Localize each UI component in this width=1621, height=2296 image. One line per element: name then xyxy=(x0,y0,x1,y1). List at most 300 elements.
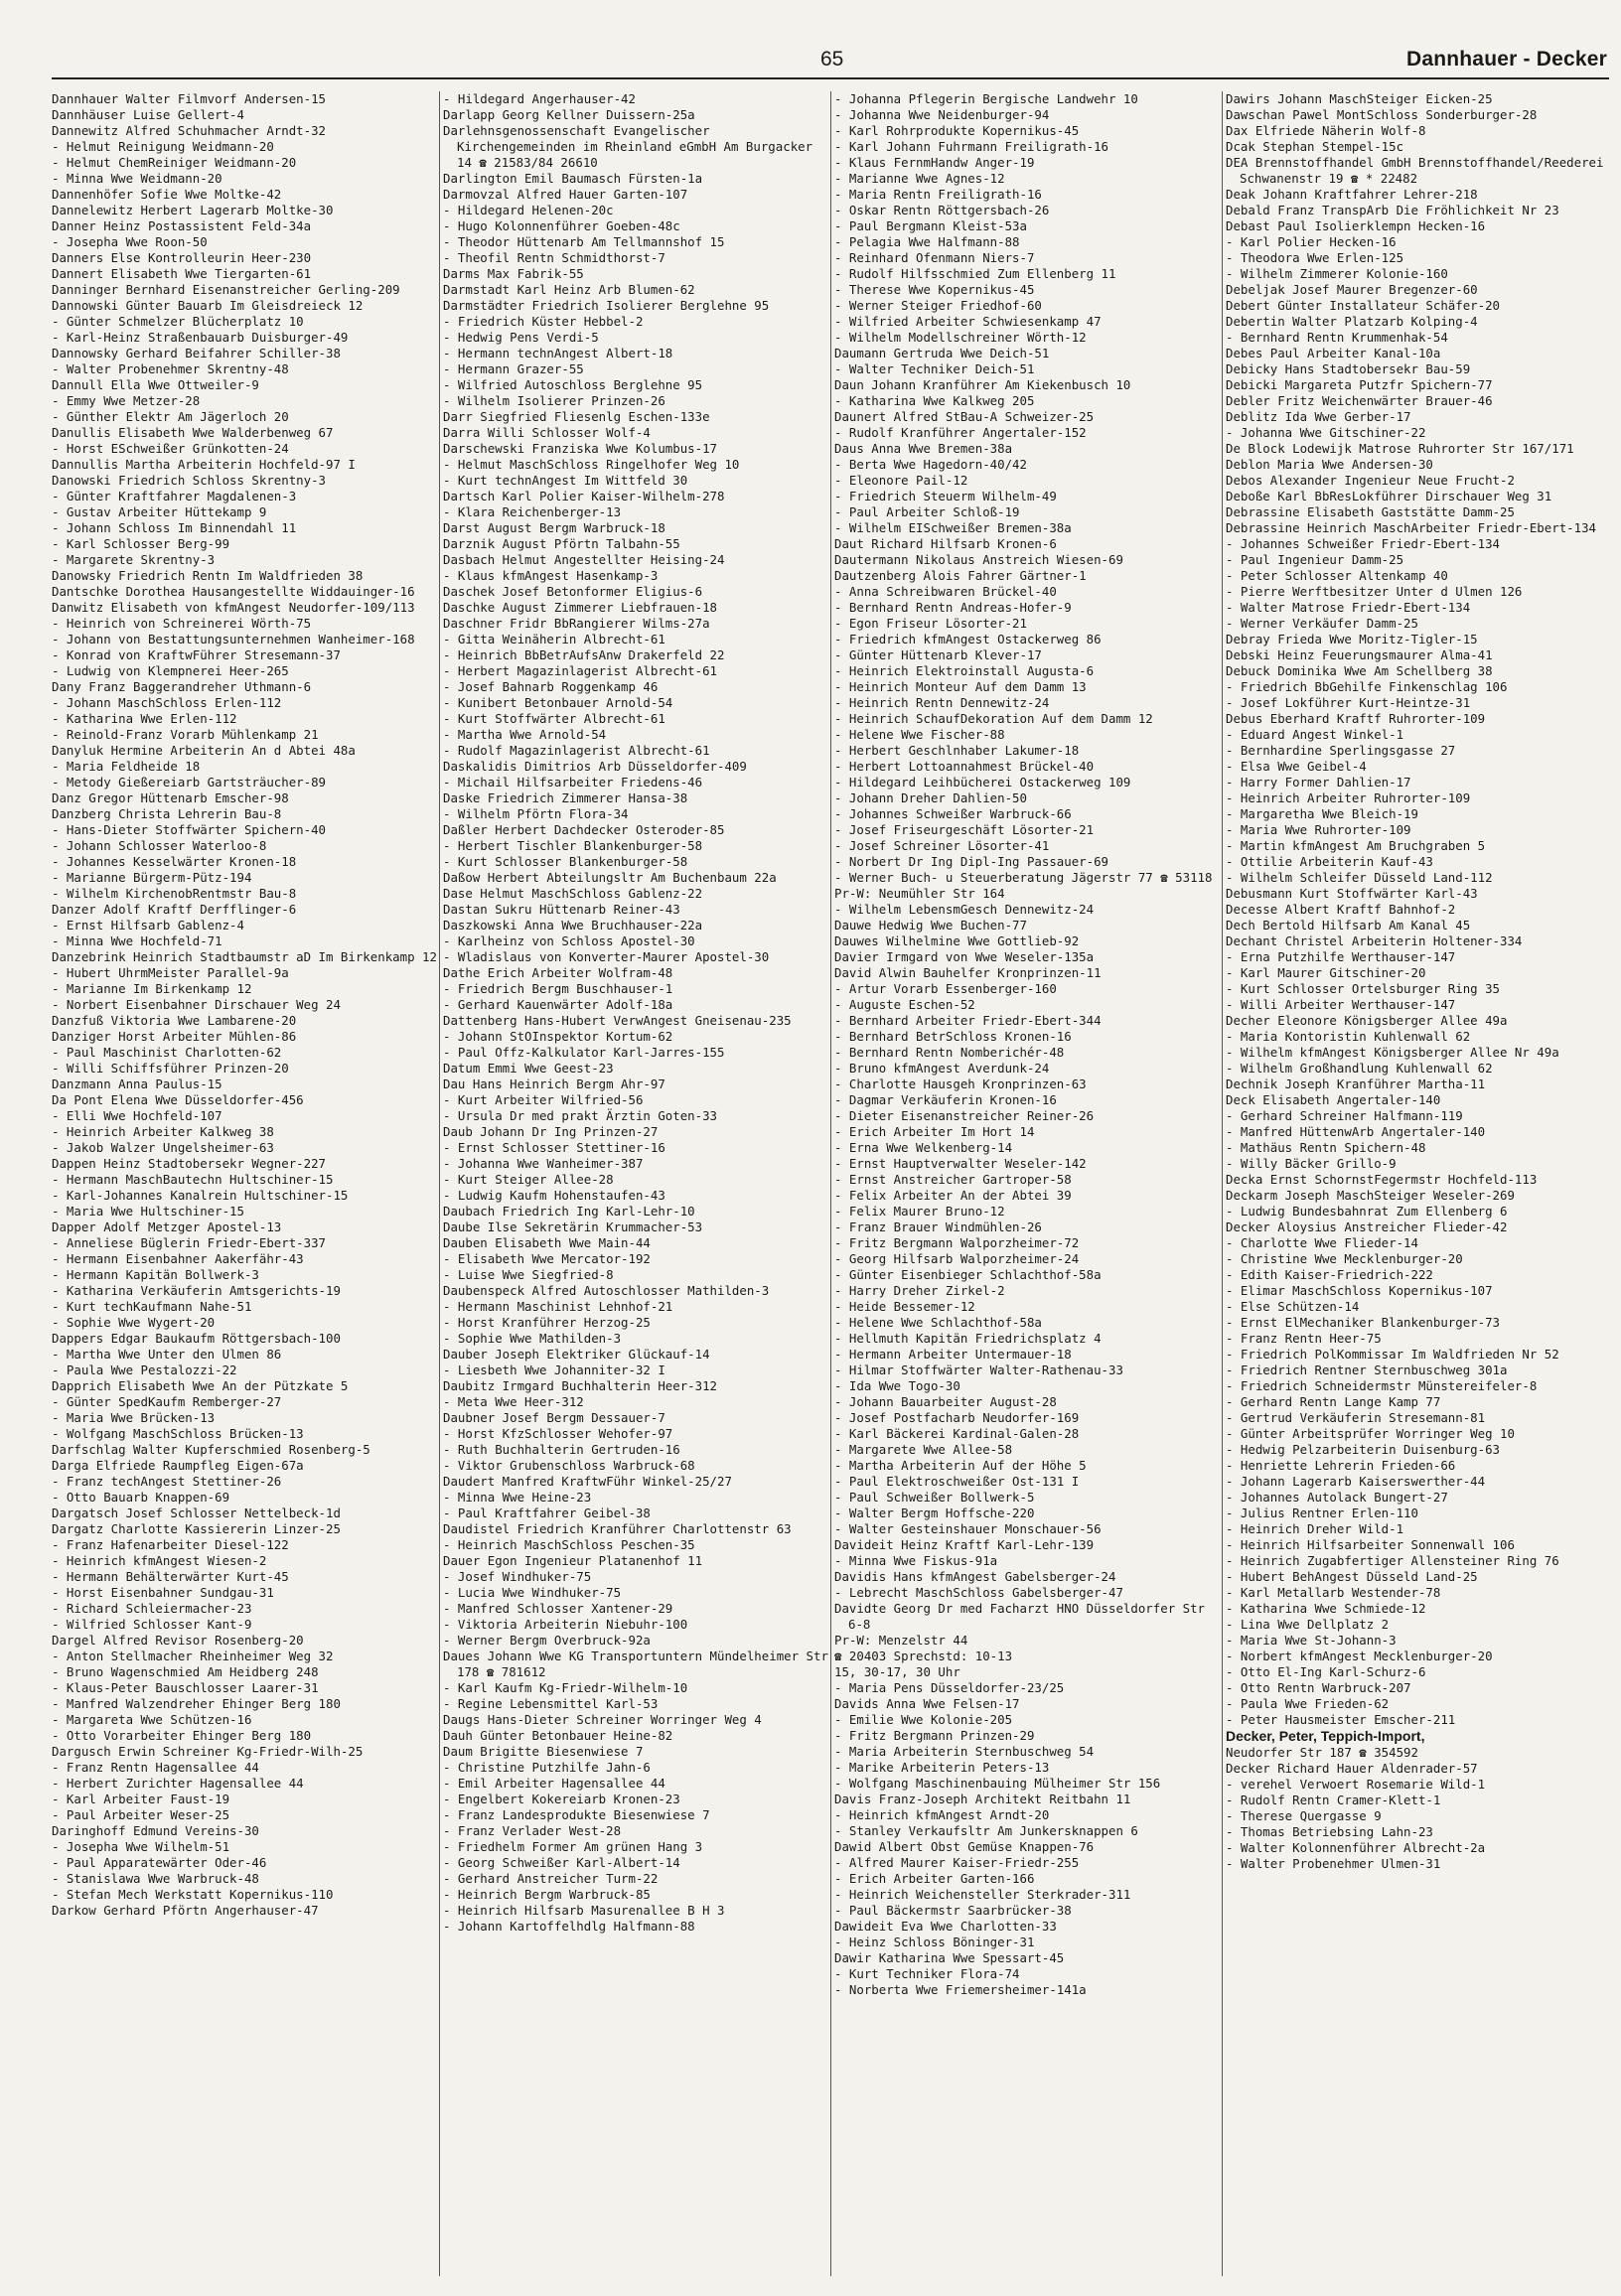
directory-entry: - Martha Wwe Unter den Ulmen 86 xyxy=(52,1347,282,1362)
directory-entry: - Heinrich Bergm Warbruck-85 xyxy=(443,1887,651,1902)
directory-entry: - Erich Arbeiter Garten-166 xyxy=(834,1871,1035,1886)
directory-entry: - Therese Quergasse 9 xyxy=(1226,1808,1382,1823)
column-divider xyxy=(1222,91,1223,2276)
directory-entry: Debast Paul Isolierklempn Hecken-16 xyxy=(1226,218,1486,233)
directory-entry: Danziger Horst Arbeiter Mühlen-86 xyxy=(52,1029,297,1044)
directory-entry: - Christine Wwe Mecklenburger-20 xyxy=(1226,1251,1463,1266)
directory-entry: - Engelbert Kokereiarb Kronen-23 xyxy=(443,1792,680,1806)
directory-entry: Datum Emmi Wwe Geest-23 xyxy=(443,1061,614,1076)
directory-entry: Dauh Günter Betonbauer Heine-82 xyxy=(443,1728,673,1743)
directory-entry: - Wolfgang MaschSchloss Brücken-13 xyxy=(52,1426,304,1441)
directory-entry: - Elli Wwe Hochfeld-107 xyxy=(52,1108,222,1123)
directory-entry: - Emil Arbeiter Hagensallee 44 xyxy=(443,1776,665,1791)
directory-entry: - Wilhelm EISchweißer Bremen-38a xyxy=(834,520,1072,535)
directory-entry: Debos Alexander Ingenieur Neue Frucht-2 xyxy=(1226,473,1515,488)
directory-entry: Dannewitz Alfred Schuhmacher Arndt-32 xyxy=(52,123,327,138)
directory-entry: - Heinrich von Schreinerei Wörth-75 xyxy=(52,616,312,631)
directory-entry: - Ernst ElMechaniker Blankenburger-73 xyxy=(1226,1315,1501,1330)
directory-entry: - Günter Arbeitsprüfer Worringer Weg 10 xyxy=(1226,1426,1515,1441)
directory-entry: - Friedrich Küster Hebbel-2 xyxy=(443,314,644,329)
directory-entry: Dannelewitz Herbert Lagerarb Moltke-30 xyxy=(52,203,334,217)
directory-entry: - Stanislawa Wwe Warbruck-48 xyxy=(52,1871,259,1886)
directory-entry: - Ottilie Arbeiterin Kauf-43 xyxy=(1226,854,1433,869)
directory-entry: - Hildegard Leihbücherei Ostackerweg 109 xyxy=(834,775,1131,789)
directory-entry: - Manfred HüttenwArb Angertaler-140 xyxy=(1226,1124,1486,1139)
directory-entry: - Otto Rentn Warbruck-207 xyxy=(1226,1680,1411,1695)
directory-entry: - Johanna Wwe Gitschiner-22 xyxy=(1226,425,1426,440)
directory-entry: - Josef Bahnarb Roggenkamp 46 xyxy=(443,679,659,694)
directory-entry: - Heinrich Dreher Wild-1 xyxy=(1226,1521,1404,1536)
directory-entry: - Werner Steiger Friedhof-60 xyxy=(834,298,1042,313)
directory-entry: - Karl Johann Fuhrmann Freiligrath-16 xyxy=(834,139,1109,154)
directory-entry: Dannenhöfer Sofie Wwe Moltke-42 xyxy=(52,187,282,202)
directory-entry: - Maria Feldheide 18 xyxy=(52,759,201,774)
directory-entry: - Johann Schlosser Waterloo-8 xyxy=(52,838,267,853)
directory-entry: - Maria Pens Düsseldorfer-23/25 xyxy=(834,1680,1065,1695)
directory-entry: - Paula Wwe Frieden-62 xyxy=(1226,1696,1390,1711)
directory-entry: Darmstadt Karl Heinz Arb Blumen-62 xyxy=(443,282,695,297)
directory-entry: Dathe Erich Arbeiter Wolfram-48 xyxy=(443,965,673,980)
directory-entry: - Johanna Wwe Wanheimer-387 xyxy=(443,1156,644,1171)
directory-entry: - Hedwig Pens Verdi-5 xyxy=(443,330,599,345)
directory-entry: - Mathäus Rentn Spichern-48 xyxy=(1226,1140,1426,1155)
directory-entry: Dauer Egon Ingenieur Platanenhof 11 xyxy=(443,1553,703,1568)
directory-entry: Danowsky Friedrich Rentn Im Waldfrieden 38 xyxy=(52,568,364,583)
directory-entry: - Oskar Rentn Röttgersbach-26 xyxy=(834,203,1050,217)
directory-entry: - Johann Schloss Im Binnendahl 11 xyxy=(52,520,297,535)
directory-entry: - Kurt techKaufmann Nahe-51 xyxy=(52,1299,252,1314)
directory-entry: - Wilhelm Pförtn Flora-34 xyxy=(443,806,629,821)
directory-entry: Debertin Walter Platzarb Kolping-4 xyxy=(1226,314,1478,329)
directory-entry: - Hermann Eisenbahner Aakerfähr-43 xyxy=(52,1251,304,1266)
directory-entry: Danullis Elisabeth Wwe Walderbenweg 67 xyxy=(52,425,334,440)
column-divider xyxy=(439,91,440,2276)
directory-entry: Davidte Georg Dr med Facharzt HNO Düsseldorfer Str 6-8 xyxy=(834,1601,1205,1632)
directory-entry: - Johann StOInspektor Kortum-62 xyxy=(443,1029,673,1044)
directory-entry: - Harry Former Dahlien-17 xyxy=(1226,775,1411,789)
directory-entry: Danzer Adolf Kraftf Derfflinger-6 xyxy=(52,902,297,917)
directory-entry: - Franz Brauer Windmühlen-26 xyxy=(834,1220,1042,1234)
directory-entry: Daugs Hans-Dieter Schreiner Worringer Weg 4 xyxy=(443,1712,762,1727)
directory-entry: Darms Max Fabrik-55 xyxy=(443,266,584,281)
directory-entry: Debald Franz TranspArb Die Fröhlichkeit Nr 23 xyxy=(1226,203,1559,217)
directory-entry: Daues Johann Wwe KG Transportuntern Mündelheimer Str 178 ☎ 781612 xyxy=(443,1649,828,1679)
directory-entry: - Georg Hilfsarb Walporzheimer-24 xyxy=(834,1251,1080,1266)
directory-entry: - Charlotte Hausgeh Kronprinzen-63 xyxy=(834,1076,1087,1091)
directory-entry: - Katharina Wwe Kalkweg 205 xyxy=(834,393,1035,408)
directory-entry: Darlehnsgenossenschaft Evangelischer Kirchengemeinden im Rheinland eGmbH Am Burgacker 14 ☎ 21583/84 26610 xyxy=(443,123,813,170)
directory-entry: - Bernhard Rentn Andreas-Hofer-9 xyxy=(834,600,1072,615)
directory-entry: Daum Brigitte Biesenwiese 7 xyxy=(443,1744,644,1759)
directory-entry: - Friedrich Schneidermstr Münstereifeler-8 xyxy=(1226,1378,1538,1393)
directory-entry: - Paul Bergmann Kleist-53a xyxy=(834,218,1027,233)
directory-entry: Debuck Dominika Wwe Am Schellberg 38 xyxy=(1226,663,1493,678)
directory-entry: - Hugo Kolonnenführer Goeben-48c xyxy=(443,218,680,233)
directory-entry: - Martha Wwe Arnold-54 xyxy=(443,727,607,742)
directory-entry: - Karl Polier Hecken-16 xyxy=(1226,234,1397,249)
directory-entry: - Ursula Dr med prakt Ärztin Goten-33 xyxy=(443,1108,718,1123)
directory-entry: - Hildegard Angerhauser-42 xyxy=(443,91,636,106)
directory-entry: - Klaus kfmAngest Hasenkamp-3 xyxy=(443,568,659,583)
directory-entry: DEA Brennstoffhandel GmbH Brennstoffhandel/Reederei Schwanenstr 19 ☎ * 22482 xyxy=(1226,155,1604,186)
directory-entry: Decesse Albert Kraftf Bahnhof-2 xyxy=(1226,902,1456,917)
column-1 xyxy=(52,91,437,2276)
directory-entry: Danz Gregor Hüttenarb Emscher-98 xyxy=(52,790,289,805)
directory-entry: Davids Anna Wwe Felsen-17 xyxy=(834,1696,1020,1711)
directory-entry: Dasbach Helmut Angestellter Heising-24 xyxy=(443,552,725,567)
directory-entry: - Hubert BehAngest Düsseld Land-25 xyxy=(1226,1569,1478,1584)
directory-entry: Danwitz Elisabeth von kfmAngest Neudorfer-109/113 xyxy=(52,600,415,615)
directory-entry: Decka Ernst SchornstFegermstr Hochfeld-113 xyxy=(1226,1172,1538,1187)
directory-entry: Dechant Christel Arbeiterin Holtener-334 xyxy=(1226,933,1523,948)
directory-entry: - Anneliese Büglerin Friedr-Ebert-337 xyxy=(52,1235,327,1250)
directory-entry: Debicky Hans Stadtobersekr Bau-59 xyxy=(1226,361,1471,376)
directory-entry: Dantschke Dorothea Hausangestellte Widdauinger-16 xyxy=(52,584,415,599)
directory-entry: - Charlotte Wwe Flieder-14 xyxy=(1226,1235,1418,1250)
directory-entry: - Eduard Angest Winkel-1 xyxy=(1226,727,1404,742)
directory-entry: - Wilhelm Schleifer Düsseld Land-112 xyxy=(1226,870,1493,885)
directory-entry: - Günter Eisenbieger Schlachthof-58a xyxy=(834,1267,1102,1282)
directory-entry: - Walter Matrose Friedr-Ebert-134 xyxy=(1226,600,1471,615)
directory-entry: - Ludwig Kaufm Hohenstaufen-43 xyxy=(443,1188,665,1203)
directory-entry: - Paul Arbeiter Weser-25 xyxy=(52,1807,230,1822)
directory-entry: - Josepha Wwe Roon-50 xyxy=(52,234,208,249)
directory-entry: - Karl Kaufm Kg-Friedr-Wilhelm-10 xyxy=(443,1680,688,1695)
directory-entry: Dannowsky Gerhard Beifahrer Schiller-38 xyxy=(52,346,341,360)
directory-entry: Danzfuß Viktoria Wwe Lambarene-20 xyxy=(52,1013,297,1028)
directory-entry: Dawid Albert Obst Gemüse Knappen-76 xyxy=(834,1839,1095,1854)
directory-entry: - Otto Vorarbeiter Ehinger Berg 180 xyxy=(52,1728,312,1743)
directory-entry: - Alfred Maurer Kaiser-Friedr-255 xyxy=(834,1855,1080,1870)
directory-entry: - Julius Rentner Erlen-110 xyxy=(1226,1506,1418,1520)
directory-entry: Dappen Heinz Stadtobersekr Wegner-227 xyxy=(52,1156,327,1171)
directory-entry: - Margarete Wwe Allee-58 xyxy=(834,1442,1013,1457)
directory-entry: - Günter Schmelzer Blücherplatz 10 xyxy=(52,314,304,329)
directory-entry: - Manfred Schlosser Xantener-29 xyxy=(443,1601,673,1616)
directory-entry: - Friedrich kfmAngest Ostackerweg 86 xyxy=(834,632,1102,646)
directory-entry: - Reinold-Franz Vorarb Mühlenkamp 21 xyxy=(52,727,319,742)
directory-entry: - Heinrich Weichensteller Sterkrader-311 xyxy=(834,1887,1131,1902)
directory-entry: - Stanley Verkaufsltr Am Junkersknappen 6 xyxy=(834,1823,1138,1838)
directory-entry: - Hubert UhrmMeister Parallel-9a xyxy=(52,965,289,980)
directory-entry: - Werner Bergm Overbruck-92a xyxy=(443,1633,651,1648)
directory-entry: Daschek Josef Betonformer Eligius-6 xyxy=(443,584,703,599)
directory-entry: - Wilhelm KirchenobRentmstr Bau-8 xyxy=(52,886,297,901)
directory-entry: Debes Paul Arbeiter Kanal-10a xyxy=(1226,346,1441,360)
directory-entry: - Hellmuth Kapitän Friedrichsplatz 4 xyxy=(834,1331,1102,1346)
directory-entry: - Günter Hüttenarb Klever-17 xyxy=(834,647,1042,662)
directory-entry: - Herbert Geschlnhaber Lakumer-18 xyxy=(834,743,1080,758)
directory-entry: - Anton Stellmacher Rheinheimer Weg 32 xyxy=(52,1649,334,1663)
directory-entry: Da Pont Elena Wwe Düsseldorfer-456 xyxy=(52,1092,304,1107)
directory-entry: Danzmann Anna Paulus-15 xyxy=(52,1076,222,1091)
directory-entry: - Herbert Tischler Blankenburger-58 xyxy=(443,838,703,853)
directory-entry: Debus Eberhard Kraftf Ruhrorter-109 xyxy=(1226,711,1486,726)
directory-entry: - Thomas Betriebsing Lahn-23 xyxy=(1226,1824,1433,1839)
directory-entry: Danner Heinz Postassistent Feld-34a xyxy=(52,218,312,233)
directory-entry: Debrassine Elisabeth Gaststätte Damm-25 xyxy=(1226,504,1515,519)
directory-entry: - Michail Hilfsarbeiter Friedens-46 xyxy=(443,775,703,789)
directory-entry: - Karl Metallarb Westender-78 xyxy=(1226,1585,1441,1600)
directory-entry: - Hilmar Stoffwärter Walter-Rathenau-33 xyxy=(834,1363,1123,1377)
directory-entry: - Viktor Grubenschloss Warbruck-68 xyxy=(443,1458,695,1473)
directory-entry: - Lucia Wwe Windhuker-75 xyxy=(443,1585,622,1600)
directory-entry: - Erich Arbeiter Im Hort 14 xyxy=(834,1124,1035,1139)
directory-entry: - Maria Kontoristin Kuhlenwall 62 xyxy=(1226,1029,1471,1044)
directory-entry: Davier Irmgard von Wwe Weseler-135a xyxy=(834,949,1095,964)
directory-entry: - Dagmar Verkäuferin Kronen-16 xyxy=(834,1092,1057,1107)
directory-entry: - Hermann Arbeiter Untermauer-18 xyxy=(834,1347,1072,1362)
directory-entry: ☎ 20403 Sprechstd: 10-13 xyxy=(834,1649,1013,1663)
directory-entry: - Norberta Wwe Friemersheimer-141a xyxy=(834,1982,1087,1997)
directory-entry: Debrassine Heinrich MaschArbeiter Friedr-Ebert-134 xyxy=(1226,520,1596,535)
directory-entry: Daun Johann Kranführer Am Kiekenbusch 10 xyxy=(834,377,1131,392)
directory-entry: - Walter Techniker Deich-51 xyxy=(834,361,1035,376)
directory-entry: Dattenberg Hans-Hubert VerwAngest Gneisenau-235 xyxy=(443,1013,792,1028)
directory-entry: - Gustav Arbeiter Hüttekamp 9 xyxy=(52,504,267,519)
directory-entry: Daskalidis Dimitrios Arb Düsseldorfer-409 xyxy=(443,759,747,774)
directory-entry: - Heinrich Arbeiter Ruhrorter-109 xyxy=(1226,790,1471,805)
directory-entry: - Heinrich Monteur Auf dem Damm 13 xyxy=(834,679,1087,694)
directory-entry: Dauwes Wilhelmine Wwe Gottlieb-92 xyxy=(834,933,1080,948)
directory-entry: - Hedwig Pelzarbeiterin Duisenburg-63 xyxy=(1226,1442,1501,1457)
directory-entry: - Emmy Wwe Metzer-28 xyxy=(52,393,201,408)
directory-entry: Dau Hans Heinrich Bergm Ahr-97 xyxy=(443,1076,665,1091)
directory-entry: Darra Willi Schlosser Wolf-4 xyxy=(443,425,651,440)
directory-entry: - Johann von Bestattungsunternehmen Wanheimer-168 xyxy=(52,632,415,646)
directory-entry: Deblon Maria Wwe Andersen-30 xyxy=(1226,457,1433,472)
column-2 xyxy=(443,91,828,2276)
directory-entry: Debler Fritz Weichenwärter Brauer-46 xyxy=(1226,393,1493,408)
directory-entry: - Therese Wwe Kopernikus-45 xyxy=(834,282,1035,297)
directory-entry: Dannowski Günter Bauarb Im Gleisdreieck 12 xyxy=(52,298,364,313)
directory-entry: Daudistel Friedrich Kranführer Charlottenstr 63 xyxy=(443,1521,792,1536)
directory-entry: - Karl-Heinz Straßenbauarb Duisburger-49 xyxy=(52,330,349,345)
directory-entry: Dauben Elisabeth Wwe Main-44 xyxy=(443,1235,651,1250)
directory-entry: - Ernst Schlosser Stettiner-16 xyxy=(443,1140,665,1155)
directory-entry: - Heide Bessemer-12 xyxy=(834,1299,975,1314)
directory-entry: - Heinrich Elektroinstall Augusta-6 xyxy=(834,663,1095,678)
directory-entry: Dannert Elisabeth Wwe Tiergarten-61 xyxy=(52,266,312,281)
directory-entry: - Karl-Johannes Kanalrein Hultschiner-15 xyxy=(52,1188,349,1203)
directory-entry: - Heinrich SchaufDekoration Auf dem Damm 12 xyxy=(834,711,1153,726)
directory-entry: 15, 30-17, 30 Uhr xyxy=(834,1664,960,1679)
column-3 xyxy=(834,91,1220,2276)
directory-entry: - Heinrich kfmAngest Arndt-20 xyxy=(834,1807,1050,1822)
directory-entry: - Helene Wwe Schlachthof-58a xyxy=(834,1315,1042,1330)
running-head: Dannhauer - Decker xyxy=(1405,48,1607,71)
directory-entry: Dech Bertold Hilfsarb Am Kanal 45 xyxy=(1226,918,1471,933)
directory-entry: - Paul Arbeiter Schloß-19 xyxy=(834,504,1020,519)
directory-entry: - Paul Offz-Kalkulator Karl-Jarres-155 xyxy=(443,1045,725,1060)
directory-entry: Darmovzal Alfred Hauer Garten-107 xyxy=(443,187,688,202)
directory-entry: - Elisabeth Wwe Mercator-192 xyxy=(443,1251,651,1266)
directory-entry: Pr-W: Menzelstr 44 xyxy=(834,1633,968,1648)
directory-entry: Danzberg Christa Lehrerin Bau-8 xyxy=(52,806,282,821)
directory-entry: - Johannes Schweißer Friedr-Ebert-134 xyxy=(1226,536,1501,551)
directory-entry: - Franz Verlader West-28 xyxy=(443,1823,622,1838)
directory-entry: - Marianne Im Birkenkamp 12 xyxy=(52,981,252,996)
directory-entry: - Herbert Lottoannahmest Brückel-40 xyxy=(834,759,1095,774)
directory-entry: - Fritz Bergmann Walporzheimer-72 xyxy=(834,1235,1080,1250)
directory-entry: - Günter SpedKaufm Remberger-27 xyxy=(52,1394,282,1409)
directory-entry: - Walter Bergm Hoffsche-220 xyxy=(834,1506,1035,1520)
directory-entry: - Johann MaschSchloss Erlen-112 xyxy=(52,695,282,710)
directory-entry: - Heinrich MaschSchloss Peschen-35 xyxy=(443,1537,695,1552)
directory-entry: - Kurt Techniker Flora-74 xyxy=(834,1966,1020,1981)
directory-entry: - Maria Rentn Freiligrath-16 xyxy=(834,187,1042,202)
directory-entry: Dapper Adolf Metzger Apostel-13 xyxy=(52,1220,282,1234)
directory-entry: - Marianne Bürgerm-Pütz-194 xyxy=(52,870,252,885)
directory-entry: - Luise Wwe Siegfried-8 xyxy=(443,1267,614,1282)
directory-entry: - Wilhelm LebensmGesch Dennewitz-24 xyxy=(834,902,1095,917)
directory-entry: Daubenspeck Alfred Autoschlosser Mathilden-3 xyxy=(443,1283,770,1298)
directory-entry: Dany Franz Baggerandreher Uthmann-6 xyxy=(52,679,312,694)
directory-entry: - Friedhelm Former Am grünen Hang 3 xyxy=(443,1839,703,1854)
directory-entry: Deckarm Joseph MaschSteiger Weseler-269 xyxy=(1226,1188,1515,1203)
directory-entry: Daschke August Zimmerer Liebfrauen-18 xyxy=(443,600,718,615)
directory-entry: Debert Günter Installateur Schäfer-20 xyxy=(1226,298,1501,313)
directory-entry: - Karl Rohrprodukte Kopernikus-45 xyxy=(834,123,1080,138)
directory-entry: - Karl Schlosser Berg-99 xyxy=(52,536,230,551)
directory-entry: - Bruno Wagenschmied Am Heidberg 248 xyxy=(52,1664,319,1679)
directory-entry: Daszkowski Anna Wwe Bruchhauser-22a xyxy=(443,918,703,933)
directory-entry: - Franz Rentn Hagensallee 44 xyxy=(52,1760,259,1775)
directory-entry: - Heinrich BbBetrAufsAnw Drakerfeld 22 xyxy=(443,647,725,662)
directory-entry: Deck Elisabeth Angertaler-140 xyxy=(1226,1092,1441,1107)
directory-entry: - Manfred Walzendreher Ehinger Berg 180 xyxy=(52,1696,341,1711)
directory-entry: Dargel Alfred Revisor Rosenberg-20 xyxy=(52,1633,304,1648)
directory-entry: Daumann Gertruda Wwe Deich-51 xyxy=(834,346,1050,360)
directory-entry: Dappers Edgar Baukaufm Röttgersbach-100 xyxy=(52,1331,341,1346)
directory-entry: - Paul Maschinist Charlotten-62 xyxy=(52,1045,282,1060)
directory-entry: - Lebrecht MaschSchloss Gabelsberger-47 xyxy=(834,1585,1123,1600)
directory-entry: Debusmann Kurt Stoffwärter Karl-43 xyxy=(1226,886,1478,901)
directory-entry: - Ruth Buchhalterin Gertruden-16 xyxy=(443,1442,680,1457)
directory-entry: Deblitz Ida Wwe Gerber-17 xyxy=(1226,409,1411,424)
directory-entry: - Norbert Eisenbahner Dirschauer Weg 24 xyxy=(52,997,341,1012)
directory-entry: Dannull Ella Wwe Ottweiler-9 xyxy=(52,377,259,392)
directory-entry: - Peter Schlosser Altenkamp 40 xyxy=(1226,568,1448,583)
directory-entry: - Johannes Autolack Bungert-27 xyxy=(1226,1490,1448,1505)
directory-entry: Darkow Gerhard Pförtn Angerhauser-47 xyxy=(52,1903,319,1918)
directory-entry: - Willi Arbeiter Werthauser-147 xyxy=(1226,997,1456,1012)
directory-entry: - Minna Wwe Weidmann-20 xyxy=(52,171,222,186)
directory-entry: Dauber Joseph Elektriker Glückauf-14 xyxy=(443,1347,710,1362)
directory-entry: - Sophie Wwe Mathilden-3 xyxy=(443,1331,622,1346)
directory-entry: - Johann Kartoffelhdlg Halfmann-88 xyxy=(443,1919,695,1934)
directory-entry: - Walter Gesteinshauer Monschauer-56 xyxy=(834,1521,1102,1536)
directory-entry: - Hermann Kapitän Bollwerk-3 xyxy=(52,1267,259,1282)
directory-entry: Danowski Friedrich Schloss Skrentny-3 xyxy=(52,473,327,488)
directory-entry: - Theofil Rentn Schmidthorst-7 xyxy=(443,250,665,265)
directory-entry: - Wilfried Schlosser Kant-9 xyxy=(52,1617,252,1632)
directory-entry: - Pierre Werftbesitzer Unter d Ulmen 126 xyxy=(1226,584,1523,599)
directory-entry: Davideit Heinz Kraftf Karl-Lehr-139 xyxy=(834,1537,1095,1552)
directory-entry: - Heinrich Hilfsarb Masurenallee B H 3 xyxy=(443,1903,725,1918)
directory-entry: Dastan Sukru Hüttenarb Reiner-43 xyxy=(443,902,680,917)
directory-entry: - Martha Arbeiterin Auf der Höhe 5 xyxy=(834,1458,1087,1473)
directory-entry: - Kurt Stoffwärter Albrecht-61 xyxy=(443,711,665,726)
directory-entry: - Hildegard Helenen-20c xyxy=(443,203,614,217)
directory-entry: - Felix Maurer Bruno-12 xyxy=(834,1204,1005,1219)
directory-entry: - Viktoria Arbeiterin Niebuhr-100 xyxy=(443,1617,688,1632)
directory-entry: - Sophie Wwe Wygert-20 xyxy=(52,1315,216,1330)
directory-entry: Dautermann Nikolaus Anstreich Wiesen-69 xyxy=(834,552,1123,567)
directory-entry: - Georg Schweißer Karl-Albert-14 xyxy=(443,1855,680,1870)
directory-entry: Dechnik Joseph Kranführer Martha-11 xyxy=(1226,1076,1486,1091)
directory-entry: Darschewski Franziska Wwe Kolumbus-17 xyxy=(443,441,718,456)
directory-entry: - Paul Kraftfahrer Geibel-38 xyxy=(443,1506,651,1520)
directory-entry: Debicki Margareta Putzfr Spichern-77 xyxy=(1226,377,1493,392)
page-number: 65 xyxy=(820,48,844,71)
directory-entry: Neudorfer Str 187 ☎ 354592 xyxy=(1226,1745,1418,1760)
directory-entry: - Wilfried Arbeiter Schwiesenkamp 47 xyxy=(834,314,1102,329)
directory-entry: - Wilhelm Zimmerer Kolonie-160 xyxy=(1226,266,1448,281)
directory-entry: - Franz Hafenarbeiter Diesel-122 xyxy=(52,1537,289,1552)
directory-entry: - Ludwig von Klempnerei Heer-265 xyxy=(52,663,289,678)
directory-entry: - Theodora Wwe Erlen-125 xyxy=(1226,250,1404,265)
directory-entry: - Josef Lokführer Kurt-Heintze-31 xyxy=(1226,695,1471,710)
directory-entry: - Bernhardine Sperlingsgasse 27 xyxy=(1226,743,1456,758)
directory-entry: Daßow Herbert Abteilungsltr Am Buchenbaum 22a xyxy=(443,870,777,885)
directory-entry: - Rudolf Rentn Cramer-Klett-1 xyxy=(1226,1793,1441,1807)
directory-columns xyxy=(52,91,1609,2276)
directory-entry: Dapprich Elisabeth Wwe An der Pützkate 5 xyxy=(52,1378,349,1393)
directory-entry: Danzebrink Heinrich Stadtbaumstr aD Im Birkenkamp 12 xyxy=(52,949,437,964)
directory-entry: - Meta Wwe Heer-312 xyxy=(443,1394,584,1409)
directory-entry: Daube Ilse Sekretärin Krummacher-53 xyxy=(443,1220,703,1234)
directory-entry: Pr-W: Neumühler Str 164 xyxy=(834,886,1005,901)
directory-entry: - Paul Ingenieur Damm-25 xyxy=(1226,552,1404,567)
directory-entry: - Anna Schreibwaren Brückel-40 xyxy=(834,584,1057,599)
directory-entry: - Wilhelm Großhandlung Kuhlenwall 62 xyxy=(1226,1061,1493,1076)
directory-entry: - Günther Elektr Am Jägerloch 20 xyxy=(52,409,289,424)
directory-entry: - Norbert Dr Ing Dipl-Ing Passauer-69 xyxy=(834,854,1109,869)
directory-entry: - Wilhelm Modellschreiner Wörth-12 xyxy=(834,330,1087,345)
directory-entry: - Friedrich Steuerm Wilhelm-49 xyxy=(834,489,1057,503)
directory-entry: Darznik August Pförtn Talbahn-55 xyxy=(443,536,680,551)
directory-entry: Daubitz Irmgard Buchhalterin Heer-312 xyxy=(443,1378,718,1393)
directory-entry: Daschner Fridr BbRangierer Wilms-27a xyxy=(443,616,710,631)
directory-entry: - Margareta Wwe Schützen-16 xyxy=(52,1712,252,1727)
directory-entry: Dannhäuser Luise Gellert-4 xyxy=(52,107,244,122)
directory-entry: - Rudolf Hilfsschmied Zum Ellenberg 11 xyxy=(834,266,1116,281)
directory-entry: - Reinhard Ofenmann Niers-7 xyxy=(834,250,1035,265)
directory-entry: - Heinz Schloss Böninger-31 xyxy=(834,1935,1035,1949)
directory-entry: - Johannes Schweißer Warbruck-66 xyxy=(834,806,1072,821)
directory-entry: - Konrad von KraftwFührer Stresemann-37 xyxy=(52,647,341,662)
directory-entry: - Minna Wwe Hochfeld-71 xyxy=(52,933,222,948)
directory-entry: - Johanna Pflegerin Bergische Landwehr 10 xyxy=(834,91,1138,106)
directory-entry: Dannullis Martha Arbeiterin Hochfeld-97 I xyxy=(52,457,356,472)
directory-entry: - Richard Schleiermacher-23 xyxy=(52,1601,252,1616)
column-4 xyxy=(1226,91,1609,2276)
directory-entry: Daske Friedrich Zimmerer Hansa-38 xyxy=(443,790,688,805)
directory-entry: Darlington Emil Baumasch Fürsten-1a xyxy=(443,171,703,186)
directory-entry: Darst August Bergm Warbruck-18 xyxy=(443,520,665,535)
directory-entry: - Josef Schreiner Lösorter-41 xyxy=(834,838,1050,853)
directory-entry: - Willy Bäcker Grillo-9 xyxy=(1226,1156,1397,1171)
directory-entry: - Marianne Wwe Agnes-12 xyxy=(834,171,1005,186)
directory-entry: - Günter Kraftfahrer Magdalenen-3 xyxy=(52,489,297,503)
directory-entry: - Auguste Eschen-52 xyxy=(834,997,975,1012)
directory-entry: Danyluk Hermine Arbeiterin An d Abtei 48a xyxy=(52,743,356,758)
directory-entry: - Friedrich BbGehilfe Finkenschlag 106 xyxy=(1226,679,1508,694)
column-divider xyxy=(830,91,831,2276)
directory-entry: - Wolfgang Maschinenbauing Mülheimer Str 156 xyxy=(834,1776,1161,1791)
directory-entry: - Katharina Verkäuferin Amtsgerichts-19 xyxy=(52,1283,341,1298)
